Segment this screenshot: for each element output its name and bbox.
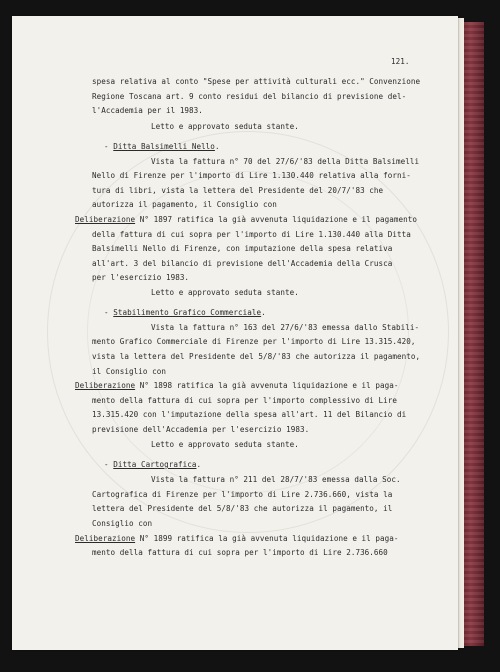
line-text: Letto e approvato seduta stante.	[151, 440, 299, 449]
text-line	[104, 309, 266, 317]
text-line	[92, 93, 406, 101]
document-page	[12, 16, 458, 650]
text-line	[92, 411, 406, 419]
line-text: 13.315.420 con l'imputazione della spesa all'art. 11 del Bilancio di	[92, 410, 407, 419]
text-line	[75, 216, 417, 224]
line-text: Letto e approvato seduta stante.	[151, 122, 299, 131]
text-line	[92, 397, 397, 405]
line-text: mento della fattura di cui sopra per l'importo complessivo di Lire	[92, 396, 398, 405]
line-text: della fattura di cui sopra per l'importo di Lire 1.130.440 alla Ditta	[92, 230, 411, 239]
line-text: N° 1897 ratifica la già avvenuta liquidazione e il pagamento	[135, 215, 418, 224]
line-text: vista la lettera del Presidente del 5/8/'83 che autorizza il pagamento,	[92, 352, 421, 361]
underlined-heading: Ditta Balsimelli Nello	[113, 142, 215, 151]
line-text: all'art. 3 del bilancio di previsione dell'Accademia della Crusca	[92, 259, 393, 268]
book-binding	[462, 22, 484, 646]
line-text: Vista la fattura n° 70 del 27/6/'83 della Ditta Balsimelli	[151, 157, 420, 166]
page-number: 121.	[391, 57, 410, 66]
line-text: .	[261, 308, 266, 317]
text-line	[92, 231, 411, 239]
text-line	[92, 260, 392, 268]
line-text: Regione Toscana art. 9 conto residui del bilancio di previsione del-	[92, 92, 407, 101]
line-text: Balsimelli Nello di Firenze, con imputazione della spesa relativa	[92, 244, 393, 253]
text-line	[92, 274, 189, 282]
line-text: -	[104, 460, 114, 469]
text-line	[92, 505, 392, 513]
text-line	[92, 78, 420, 86]
underlined-heading: Deliberazione	[75, 534, 136, 543]
text-line	[92, 353, 420, 361]
text-line	[151, 441, 299, 449]
line-text: tura di libri, vista la lettera del Presidente del 20/7/'83 che	[92, 186, 384, 195]
line-text: N° 1898 ratifica la già avvenuta liquidazione e il paga-	[135, 381, 399, 390]
text-line	[92, 549, 388, 557]
text-line	[92, 107, 203, 115]
typed-text	[12, 16, 458, 650]
text-line	[92, 491, 392, 499]
text-line	[75, 382, 399, 390]
text-line	[75, 535, 399, 543]
line-text: spesa relativa al conto "Spese per attività culturali ecc." Convenzione	[92, 77, 421, 86]
text-line	[92, 245, 392, 253]
text-line	[104, 143, 220, 151]
line-text: Letto e approvato seduta stante.	[151, 288, 299, 297]
line-text: lettera del Presidente del 5/8/'83 che autorizza il pagamento, il	[92, 504, 393, 513]
line-text: Vista la fattura n° 163 del 27/6/'83 emessa dallo Stabili-	[151, 323, 420, 332]
text-line	[92, 172, 411, 180]
text-line	[92, 368, 166, 376]
text-line	[92, 187, 383, 195]
underlined-heading: Deliberazione	[75, 215, 136, 224]
underlined-heading: Stabilimento Grafico Commerciale	[113, 308, 262, 317]
text-line	[92, 338, 416, 346]
line-text: l'Accademia per il 1983.	[92, 106, 203, 115]
text-line	[151, 158, 419, 166]
line-text: previsione dell'Accademia per l'esercizio 1983.	[92, 425, 310, 434]
line-text: Vista la fattura n° 211 del 28/7/'83 emessa dalla Soc.	[151, 475, 401, 484]
text-line	[151, 289, 299, 297]
line-text: mento della fattura di cui sopra per l'importo di Lire 2.736.660	[92, 548, 388, 557]
text-line	[151, 324, 419, 332]
line-text: Nello di Firenze per l'importo di Lire 1.130.440 relativa alla forni-	[92, 171, 411, 180]
line-text: il Consiglio con	[92, 367, 166, 376]
line-text: Cartografica di Firenze per l'importo di Lire 2.736.660, vista la	[92, 490, 393, 499]
text-line	[92, 520, 152, 528]
text-line	[151, 123, 299, 131]
line-text: N° 1899 ratifica la già avvenuta liquidazione e il paga-	[135, 534, 399, 543]
text-line	[92, 201, 277, 209]
line-text: .	[214, 142, 220, 151]
line-text: -	[104, 308, 114, 317]
text-line	[104, 461, 201, 469]
underlined-heading: Ditta Cartografica	[113, 460, 197, 469]
text-line	[92, 426, 309, 434]
line-text: Consiglio con	[92, 519, 153, 528]
line-text: .	[196, 460, 202, 469]
line-text: mento Grafico Commerciale di Firenze per l'importo di Lire 13.315.420,	[92, 337, 416, 346]
underlined-heading: Deliberazione	[75, 381, 136, 390]
line-text: -	[104, 142, 114, 151]
line-text: per l'esercizio 1983.	[92, 273, 190, 282]
line-text: autorizza il pagamento, il Consiglio con	[92, 200, 277, 209]
text-line	[151, 476, 401, 484]
